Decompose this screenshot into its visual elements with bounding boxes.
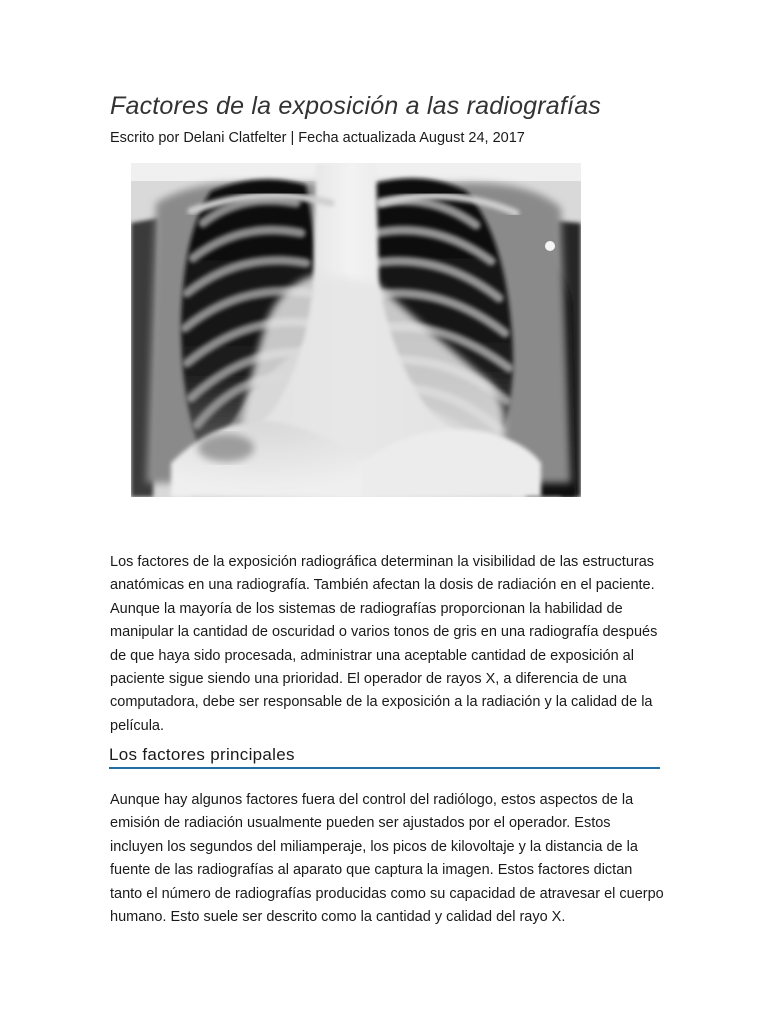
article-byline: Escrito por Delani Clatfelter | Fecha actualizada August 24, 2017 <box>110 130 525 146</box>
intro-paragraph: Los factores de la exposición radiográfica determinan la visibilidad de las estructuras anatómicas en una radiografía. También afectan la dosis de radiación en el paciente. Aunque la mayoría de los sistemas de radiografías proporcionan la habilidad de manipular la cantidad de oscuridad o varios tonos de gris en una radiografía después de que haya sido procesada, administrar una aceptable cantidad de exposición al paciente sigue siendo una prioridad. El operador de rayos X, a diferencia de una computadora, debe ser responsable de la exposición a la radiación y la calidad de la película. <box>110 554 658 734</box>
article-title: Factores de la exposición a las radiografías <box>110 92 602 120</box>
section-heading: Los factores principales <box>109 745 660 769</box>
section-paragraph: Aunque hay algunos factores fuera del control del radiólogo, estos aspectos de la emisión de radiación usualmente pueden ser ajustados por el operador. Estos incluyen los segundos del miliamperaje, los picos de kilovoltaje y la distancia de la fuente de las radiografías al aparato que captura la imagen. Estos factores dictan tanto el número de radiografías producidas como su capacidad de atravesar el cuerpo humano. Esto suele ser descrito como la cantidad y calidad del rayo X. <box>110 792 664 926</box>
chest-xray-image <box>131 163 581 497</box>
